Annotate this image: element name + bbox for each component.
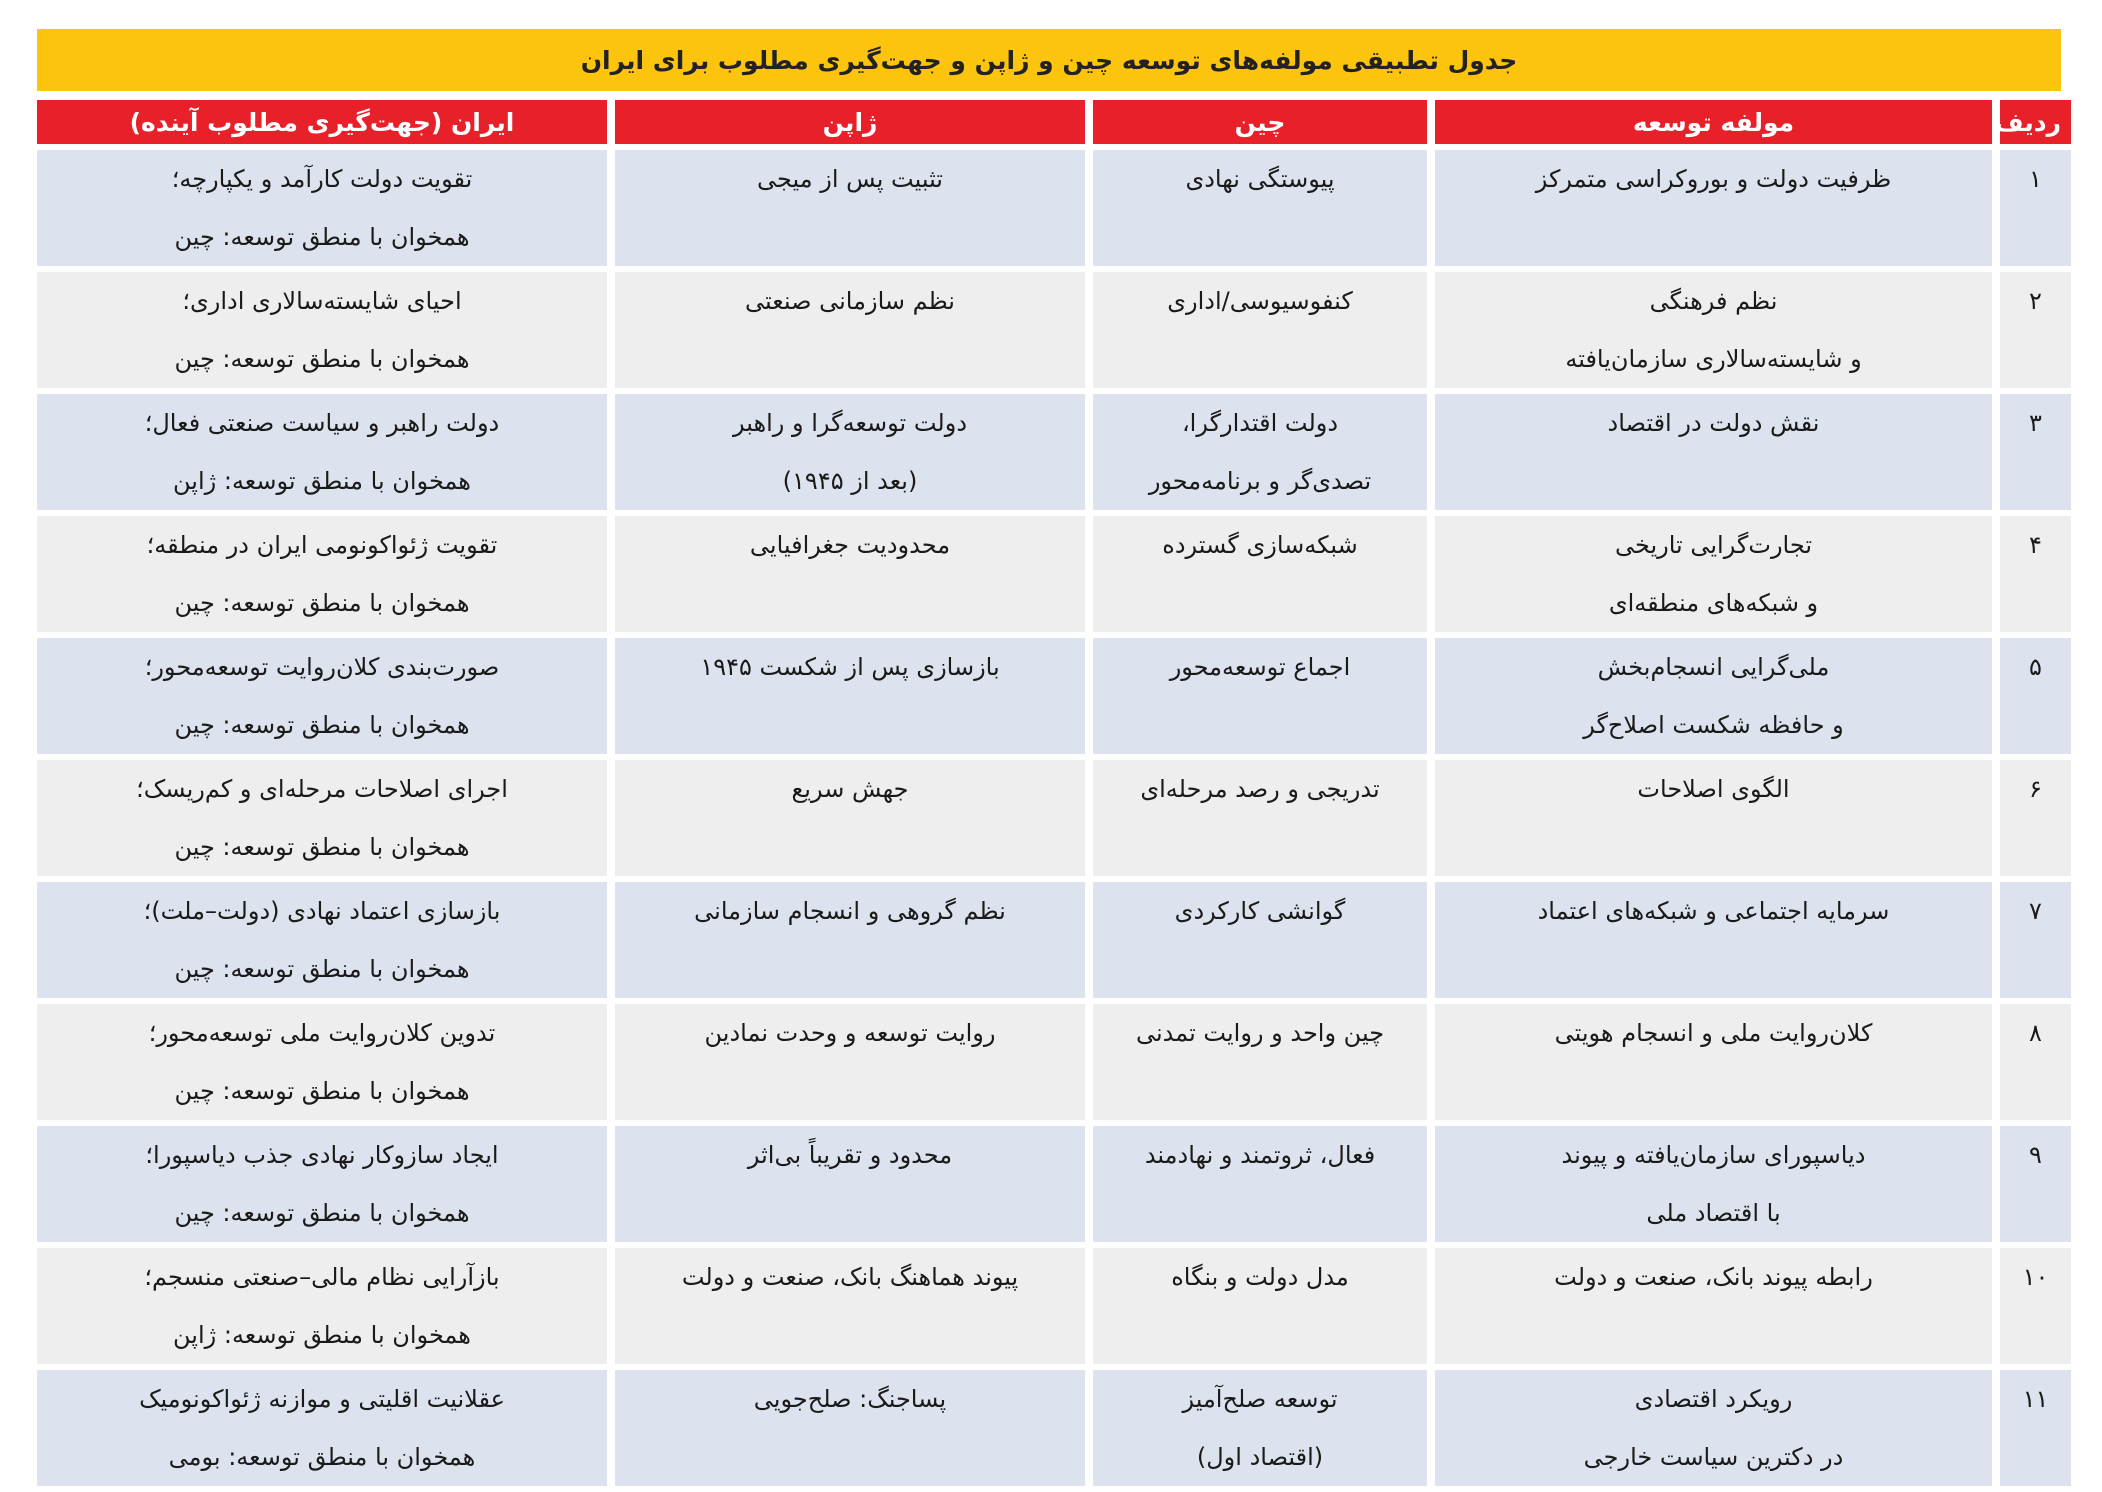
component-cell-line: ظرفیت دولت و بوروکراسی متمرکز — [1535, 165, 1892, 193]
china-cell — [1093, 150, 1427, 266]
component-cell — [1435, 1126, 1992, 1242]
component-cell-line: رویکرد اقتصادی — [1634, 1385, 1793, 1413]
table-row — [37, 394, 2071, 510]
japan-cell-line — [629, 940, 1071, 998]
table-row — [37, 1126, 2071, 1242]
iran-cell-line: همخوان با منطق توسعه: ژاپن — [173, 467, 471, 495]
table-row — [37, 1370, 2071, 1486]
japan-cell-line: روایت توسعه و وحدت نمادین — [704, 1019, 996, 1047]
component-cell-line — [1449, 452, 1978, 510]
japan-cell-line — [629, 696, 1071, 754]
iran-cell-line: همخوان با منطق توسعه: بومی — [168, 1443, 476, 1471]
iran-cell — [37, 516, 607, 632]
iran-cell-line: عقلانیت اقلیتی و موازنه ژئواکونومیک — [139, 1385, 505, 1413]
iran-cell-line: همخوان با منطق توسعه: چین — [174, 223, 470, 251]
china-cell-line: شبکه‌سازی گسترده — [1162, 531, 1358, 559]
japan-cell — [615, 1126, 1085, 1242]
iran-cell-line: همخوان با منطق توسعه: چین — [174, 955, 470, 983]
component-cell-line: سرمایه اجتماعی و شبکه‌های اعتماد — [1537, 897, 1890, 925]
iran-cell-line: بازسازی اعتماد نهادی (دولت–ملت)؛ — [143, 897, 501, 925]
header-iran: ایران (جهت‌گیری مطلوب آینده) — [37, 100, 607, 144]
china-cell — [1093, 516, 1427, 632]
iran-cell-line: همخوان با منطق توسعه: چین — [174, 345, 470, 373]
table-body — [37, 150, 2071, 1486]
japan-cell-line: محدودیت جغرافیایی — [749, 531, 951, 559]
component-cell-line — [1449, 940, 1978, 998]
china-cell-line — [1107, 696, 1413, 754]
iran-cell-line: همخوان با منطق توسعه: ژاپن — [173, 1321, 471, 1349]
japan-cell — [615, 1248, 1085, 1364]
japan-cell-line: تثبیت پس از میجی — [757, 165, 943, 193]
header-japan: ژاپن — [615, 100, 1085, 144]
japan-cell-line: دولت توسعه‌گرا و راهبر — [733, 409, 967, 437]
china-cell-line — [1107, 818, 1413, 876]
iran-cell — [37, 1004, 607, 1120]
row-number-cell: ۷ — [2000, 882, 2071, 998]
iran-cell-line: همخوان با منطق توسعه: چین — [174, 589, 470, 617]
iran-cell-line: همخوان با منطق توسعه: چین — [174, 711, 470, 739]
japan-cell — [615, 272, 1085, 388]
header-row-number: ردیف — [2000, 100, 2071, 144]
china-cell-line — [1107, 1062, 1413, 1120]
iran-cell-line: احیای شایسته‌سالاری اداری؛ — [182, 287, 462, 315]
comparison-table-container — [37, 29, 2061, 1492]
component-cell-line — [1449, 1062, 1978, 1120]
japan-cell-line: بازسازی پس از شکست ۱۹۴۵ — [700, 653, 1000, 681]
iran-cell — [37, 760, 607, 876]
japan-cell-line — [629, 330, 1071, 388]
china-cell-line — [1107, 1184, 1413, 1242]
iran-cell — [37, 1126, 607, 1242]
table-row — [37, 1248, 2071, 1364]
japan-cell-line — [629, 818, 1071, 876]
header-component: مولفه توسعه — [1435, 100, 1992, 144]
japan-cell-line: (بعد از ۱۹۴۵) — [782, 467, 918, 495]
iran-cell-line: همخوان با منطق توسعه: چین — [174, 833, 470, 861]
component-cell-line: تجارت‌گرایی تاریخی — [1614, 531, 1813, 559]
component-cell — [1435, 760, 1992, 876]
iran-cell — [37, 1248, 607, 1364]
component-cell-line — [1449, 818, 1978, 876]
component-cell-line — [1449, 208, 1978, 266]
china-cell-line: تدریجی و رصد مرحله‌ای — [1140, 775, 1380, 803]
component-cell-line: و حافظه شکست اصلاح‌گر — [1583, 711, 1844, 739]
row-number-cell: ۳ — [2000, 394, 2071, 510]
iran-cell-line: تقویت دولت کارآمد و یکپارچه؛ — [171, 165, 473, 193]
component-cell-line: کلان‌روایت ملی و انسجام هویتی — [1554, 1019, 1873, 1047]
component-cell-line: در دکترین سیاست خارجی — [1583, 1443, 1844, 1471]
china-cell-line: اجماع توسعه‌محور — [1169, 653, 1351, 681]
japan-cell — [615, 882, 1085, 998]
header-china: چین — [1093, 100, 1427, 144]
iran-cell — [37, 150, 607, 266]
row-number-cell: ۹ — [2000, 1126, 2071, 1242]
china-cell — [1093, 760, 1427, 876]
china-cell — [1093, 1370, 1427, 1486]
component-cell-line — [1449, 1306, 1978, 1364]
china-cell-line: (اقتصاد اول) — [1196, 1443, 1324, 1471]
component-cell-line: ملی‌گرایی انسجام‌بخش — [1597, 653, 1830, 681]
table-row — [37, 882, 2071, 998]
row-number-cell: ۱ — [2000, 150, 2071, 266]
china-cell — [1093, 272, 1427, 388]
japan-cell-line — [629, 574, 1071, 632]
component-cell — [1435, 516, 1992, 632]
component-cell — [1435, 1248, 1992, 1364]
component-cell-line: نظم فرهنگی — [1649, 287, 1778, 315]
iran-cell-line: ایجاد سازوکار نهادی جذب دیاسپورا؛ — [145, 1141, 499, 1169]
component-cell — [1435, 1004, 1992, 1120]
table-row — [37, 1004, 2071, 1120]
component-cell — [1435, 882, 1992, 998]
component-cell-line: دیاسپورای سازمان‌یافته و پیوند — [1561, 1141, 1866, 1169]
japan-cell-line — [629, 1184, 1071, 1242]
china-cell — [1093, 882, 1427, 998]
china-cell-line — [1107, 574, 1413, 632]
row-number-cell: ۶ — [2000, 760, 2071, 876]
component-cell-line: رابطه پیوند بانک، صنعت و دولت — [1554, 1263, 1873, 1291]
iran-cell — [37, 1370, 607, 1486]
table-row — [37, 516, 2071, 632]
component-cell-line: با اقتصاد ملی — [1646, 1199, 1781, 1227]
iran-cell-line: بازآرایی نظام مالی–صنعتی منسجم؛ — [144, 1263, 500, 1291]
china-cell-line — [1107, 940, 1413, 998]
china-cell — [1093, 394, 1427, 510]
china-cell — [1093, 638, 1427, 754]
china-cell-line: توسعه صلح‌آمیز — [1182, 1385, 1338, 1413]
component-cell-line: و شبکه‌های منطقه‌ای — [1608, 589, 1819, 617]
china-cell-line: کنفوسیوسی/اداری — [1167, 287, 1353, 315]
china-cell-line: گوانشی کارکردی — [1174, 897, 1346, 925]
iran-cell-line: تدوین کلان‌روایت ملی توسعه‌محور؛ — [148, 1019, 496, 1047]
iran-cell-line: صورت‌بندی کلان‌روایت توسعه‌محور؛ — [144, 653, 500, 681]
japan-cell — [615, 1004, 1085, 1120]
china-cell-line: پیوستگی نهادی — [1185, 165, 1335, 193]
japan-cell — [615, 760, 1085, 876]
china-cell-line: چین واحد و روایت تمدنی — [1135, 1019, 1385, 1047]
china-cell-line — [1107, 1306, 1413, 1364]
component-cell-line: و شایسته‌سالاری سازمان‌یافته — [1565, 345, 1862, 373]
component-cell — [1435, 272, 1992, 388]
china-cell — [1093, 1126, 1427, 1242]
iran-cell — [37, 272, 607, 388]
row-number-cell: ۴ — [2000, 516, 2071, 632]
japan-cell — [615, 638, 1085, 754]
component-cell — [1435, 638, 1992, 754]
table-row — [37, 272, 2071, 388]
comparison-table — [29, 94, 2079, 1492]
japan-cell-line: جهش سریع — [791, 775, 909, 803]
iran-cell-line: اجرای اصلاحات مرحله‌ای و کم‌ریسک؛ — [136, 775, 508, 803]
iran-cell-line: همخوان با منطق توسعه: چین — [174, 1199, 470, 1227]
china-cell-line — [1107, 330, 1413, 388]
header-row — [37, 100, 2071, 144]
japan-cell-line: نظم سازمانی صنعتی — [745, 287, 955, 315]
japan-cell-line — [629, 1428, 1071, 1486]
japan-cell-line: پساجنگ: صلح‌جویی — [753, 1385, 947, 1413]
china-cell — [1093, 1004, 1427, 1120]
japan-cell — [615, 516, 1085, 632]
japan-cell-line — [629, 1306, 1071, 1364]
china-cell-line — [1107, 208, 1413, 266]
component-cell-line: الگوی اصلاحات — [1637, 775, 1790, 803]
china-cell — [1093, 1248, 1427, 1364]
row-number-cell: ۱۰ — [2000, 1248, 2071, 1364]
component-cell — [1435, 394, 1992, 510]
iran-cell — [37, 638, 607, 754]
japan-cell-line: پیوند هماهنگ بانک، صنعت و دولت — [681, 1263, 1019, 1291]
china-cell-line: تصدی‌گر و برنامه‌محور — [1148, 467, 1372, 495]
japan-cell-line: نظم گروهی و انسجام سازمانی — [694, 897, 1006, 925]
row-number-cell: ۵ — [2000, 638, 2071, 754]
table-title: جدول تطبیقی مولفه‌های توسعه چین و ژاپن و جهت‌گیری مطلوب برای ایران — [37, 29, 2061, 91]
component-cell — [1435, 1370, 1992, 1486]
china-cell-line: فعال، ثروتمند و نهادمند — [1144, 1141, 1376, 1169]
table-row — [37, 760, 2071, 876]
japan-cell-line: محدود و تقریباً بی‌اثر — [747, 1141, 953, 1169]
japan-cell — [615, 394, 1085, 510]
japan-cell — [615, 1370, 1085, 1486]
component-cell — [1435, 150, 1992, 266]
iran-cell-line: تقویت ژئواکونومی ایران در منطقه؛ — [146, 531, 498, 559]
china-cell-line: مدل دولت و بنگاه — [1171, 1263, 1349, 1291]
iran-cell-line: دولت راهبر و سیاست صنعتی فعال؛ — [144, 409, 500, 437]
iran-cell — [37, 394, 607, 510]
china-cell-line: دولت اقتدارگرا، — [1181, 409, 1339, 437]
row-number-cell: ۸ — [2000, 1004, 2071, 1120]
japan-cell-line — [629, 1062, 1071, 1120]
component-cell-line: نقش دولت در اقتصاد — [1607, 409, 1820, 437]
japan-cell-line — [629, 208, 1071, 266]
row-number-cell: ۲ — [2000, 272, 2071, 388]
japan-cell — [615, 150, 1085, 266]
iran-cell — [37, 882, 607, 998]
iran-cell-line: همخوان با منطق توسعه: چین — [174, 1077, 470, 1105]
row-number-cell: ۱۱ — [2000, 1370, 2071, 1486]
table-row — [37, 638, 2071, 754]
table-row — [37, 150, 2071, 266]
